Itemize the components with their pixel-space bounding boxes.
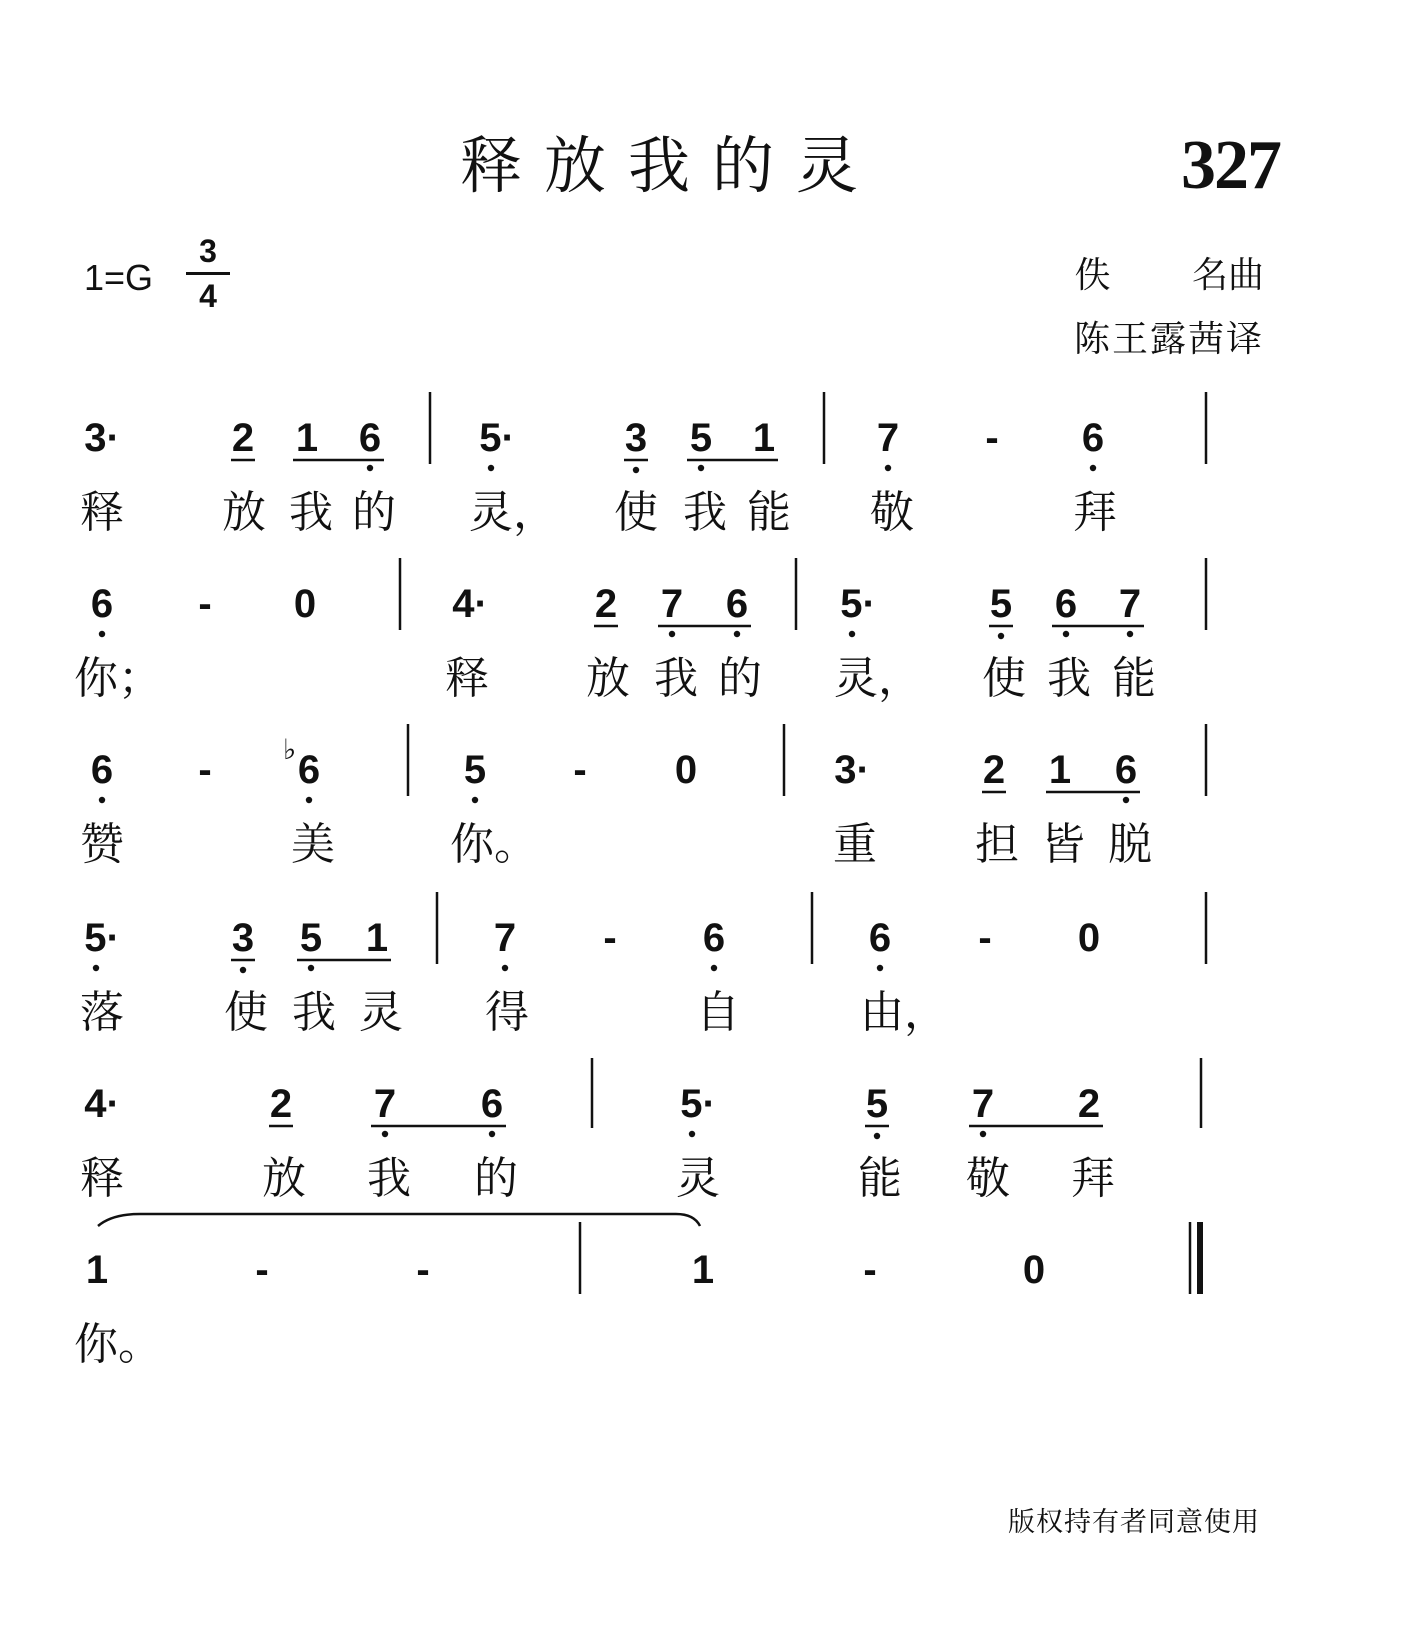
note: 5	[865, 1082, 889, 1126]
note: 0	[1022, 1248, 1046, 1292]
lower-octave-dot	[711, 965, 717, 971]
note: 6	[1054, 582, 1078, 626]
lyric-syllable: 你。	[450, 819, 538, 870]
note: 5	[689, 416, 713, 460]
lyric-syllable: 的	[352, 487, 396, 538]
lyric-syllable: 你。	[74, 1319, 162, 1370]
lyric-syllable: 敬	[966, 1153, 1010, 1204]
note: 3·	[834, 748, 870, 792]
note: 1	[691, 1248, 715, 1292]
note: 6	[868, 916, 892, 960]
lower-octave-dot	[874, 1133, 880, 1139]
note: 4·	[452, 582, 488, 626]
note: 4·	[84, 1082, 120, 1126]
lower-octave-dot	[885, 465, 891, 471]
lyric-syllable: 脱	[1108, 819, 1152, 870]
lyric-syllable: 我	[1047, 653, 1091, 704]
note: 5·	[840, 582, 876, 626]
lyric-syllable: 得	[485, 987, 529, 1038]
lyric-syllable: 我	[367, 1153, 411, 1204]
note: 2	[594, 582, 618, 626]
note: 5·	[479, 416, 515, 460]
lower-octave-dot	[877, 965, 883, 971]
note: 1	[295, 416, 319, 460]
lyric-syllable: 使	[982, 653, 1026, 704]
lyric-syllable: 释	[80, 1153, 124, 1204]
note: 3·	[84, 416, 120, 460]
lower-octave-dot	[633, 467, 639, 473]
note: 1	[85, 1248, 109, 1292]
lyric-syllable: 灵	[359, 987, 403, 1038]
lyric-syllable: 的	[718, 653, 762, 704]
lyric-syllable: 放	[262, 1153, 306, 1204]
lyric-syllable: 放	[222, 487, 266, 538]
lower-octave-dot	[998, 633, 1004, 639]
lower-octave-dot	[502, 965, 508, 971]
lower-octave-dot	[689, 1131, 695, 1137]
note: 6	[1114, 748, 1138, 792]
note: 7	[971, 1082, 995, 1126]
note: 5	[989, 582, 1013, 626]
lyric-syllable: 的	[474, 1153, 518, 1204]
note: 7	[493, 916, 517, 960]
duration-dash: -	[978, 916, 992, 960]
translator-credit: 陈王露茜译	[1073, 319, 1264, 360]
note: 3	[231, 916, 255, 960]
note: 5	[299, 916, 323, 960]
lyric-syllable: 放	[586, 653, 630, 704]
lower-octave-dot	[240, 967, 246, 973]
note: 5·	[84, 916, 120, 960]
time-signature-top: 3	[199, 233, 217, 269]
lyric-syllable: 释	[445, 653, 489, 704]
note: 5·	[680, 1082, 716, 1126]
lyric-syllable: 担	[975, 819, 1019, 870]
lyric-syllable: 灵，	[834, 653, 922, 704]
tie-arc	[98, 1214, 700, 1226]
lower-octave-dot	[99, 797, 105, 803]
lower-octave-dot	[308, 965, 314, 971]
key-signature: 1=G	[84, 257, 154, 298]
lyric-syllable: 重	[833, 819, 877, 870]
title: 释放我的灵	[459, 129, 880, 202]
note: 6	[1081, 416, 1105, 460]
lyric-syllable: 拜	[1071, 1153, 1115, 1204]
lyric-syllable: 由，	[860, 987, 948, 1038]
lyric-syllable: 灵	[676, 1153, 720, 1204]
lower-octave-dot	[1090, 465, 1096, 471]
note: 1	[1048, 748, 1072, 792]
lyric-syllable: 赞	[80, 819, 124, 870]
lower-octave-dot	[382, 1131, 388, 1137]
lyric-syllable: 使	[224, 987, 268, 1038]
lower-octave-dot	[734, 631, 740, 637]
note: 7	[1118, 582, 1142, 626]
duration-dash: -	[573, 748, 587, 792]
lyric-syllable: 我	[289, 487, 333, 538]
lower-octave-dot	[698, 465, 704, 471]
note: 5	[463, 748, 487, 792]
lyric-syllable: 我	[292, 987, 336, 1038]
lyric-syllable: 皆	[1041, 819, 1085, 870]
lyric-syllable: 美	[291, 819, 335, 870]
note: 6	[90, 748, 114, 792]
lower-octave-dot	[849, 631, 855, 637]
time-signature-bottom: 4	[199, 278, 217, 314]
lower-octave-dot	[488, 465, 494, 471]
lower-octave-dot	[980, 1131, 986, 1137]
copyright-notice: 版权持有者同意使用	[1008, 1507, 1260, 1538]
lyric-syllable: 释	[80, 487, 124, 538]
duration-dash: -	[985, 416, 999, 460]
lower-octave-dot	[367, 465, 373, 471]
note: 1	[365, 916, 389, 960]
lower-octave-dot	[1123, 797, 1129, 803]
lyric-syllable: 灵，	[469, 487, 557, 538]
flat-accidental: ♭	[283, 733, 297, 766]
note: 0	[1077, 916, 1101, 960]
duration-dash: -	[198, 582, 212, 626]
note: 6	[297, 748, 321, 792]
lyric-syllable: 拜	[1073, 487, 1117, 538]
note: 6	[480, 1082, 504, 1126]
note: 3	[624, 416, 648, 460]
lower-octave-dot	[1127, 631, 1133, 637]
note: 0	[293, 582, 317, 626]
duration-dash: -	[416, 1248, 430, 1292]
note: 2	[231, 416, 255, 460]
lyric-syllable: 能	[747, 487, 791, 538]
lyric-syllable: 使	[614, 487, 658, 538]
note: 7	[373, 1082, 397, 1126]
lower-octave-dot	[489, 1131, 495, 1137]
note: 2	[1077, 1082, 1101, 1126]
note: 6	[358, 416, 382, 460]
composer-credit: 佚 名曲	[1074, 255, 1264, 296]
lower-octave-dot	[1063, 631, 1069, 637]
duration-dash: -	[198, 748, 212, 792]
lyric-syllable: 我	[683, 487, 727, 538]
duration-dash: -	[603, 916, 617, 960]
lyric-syllable: 你；	[74, 653, 162, 704]
note: 6	[90, 582, 114, 626]
lyric-syllable: 敬	[870, 487, 914, 538]
note: 6	[702, 916, 726, 960]
duration-dash: -	[863, 1248, 877, 1292]
duration-dash: -	[255, 1248, 269, 1292]
lower-octave-dot	[472, 797, 478, 803]
lower-octave-dot	[306, 797, 312, 803]
lyric-syllable: 能	[858, 1153, 902, 1204]
lyric-syllable: 自	[696, 987, 740, 1038]
note: 6	[725, 582, 749, 626]
lyric-syllable: 我	[654, 653, 698, 704]
hymn-number: 327	[1181, 127, 1280, 204]
lower-octave-dot	[93, 965, 99, 971]
note: 2	[982, 748, 1006, 792]
note: 7	[876, 416, 900, 460]
lyric-syllable: 能	[1112, 653, 1156, 704]
lower-octave-dot	[669, 631, 675, 637]
note: 0	[674, 748, 698, 792]
note: 7	[660, 582, 684, 626]
note: 1	[752, 416, 776, 460]
note: 2	[269, 1082, 293, 1126]
lower-octave-dot	[99, 631, 105, 637]
lyric-syllable: 落	[80, 987, 124, 1038]
